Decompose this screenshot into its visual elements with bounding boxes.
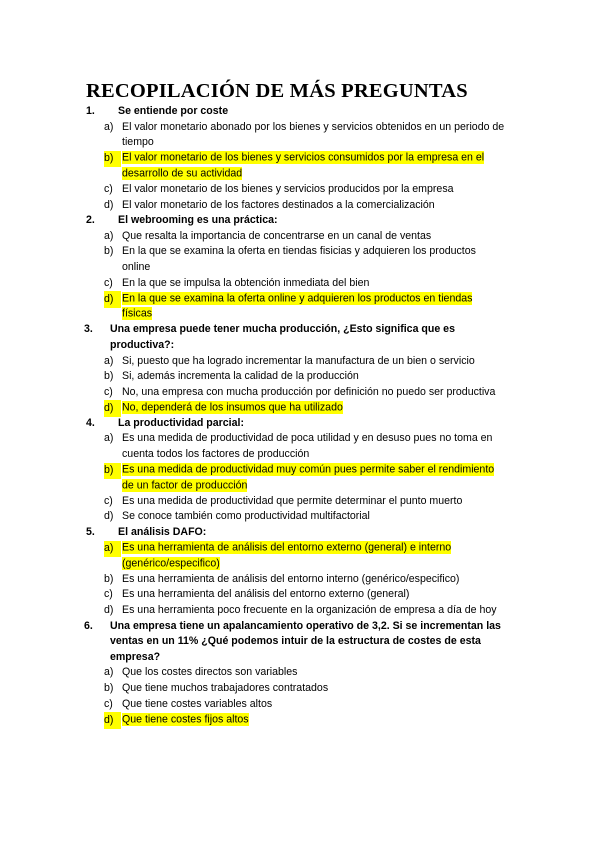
question-number: 2.: [86, 214, 95, 227]
question-statement: Una empresa puede tener mucha producción, ¿Esto significa que es productiva?:: [110, 323, 455, 351]
question-block: [0, 525, 600, 619]
option-text: Es una herramienta de análisis del entorno externo (general) e interno (genérico/especifico): [122, 541, 452, 570]
option-text: Que tiene costes variables altos: [122, 697, 273, 710]
option-letter: d): [104, 604, 114, 616]
question-statement: Una empresa tiene un apalancamiento operativo de 3,2. Si se incrementan las ventas en un 11% ¿Qué podemos intuir de la estructura de costes de esta empresa?: [110, 619, 501, 663]
answer-options: [0, 120, 600, 214]
question-number: 4.: [86, 416, 95, 429]
option-text: Se conoce también como productividad multifactorial: [122, 510, 370, 523]
option-letter: c): [104, 385, 113, 398]
answer-option[interactable]: [0, 229, 600, 245]
answer-option[interactable]: [0, 494, 600, 510]
option-text: Que tiene muchos trabajadores contratados: [122, 681, 329, 694]
option-letter: c): [104, 276, 113, 289]
option-letter: c): [104, 494, 113, 507]
option-letter: b): [104, 572, 114, 585]
option-letter: a): [104, 120, 114, 133]
question-text-row: [0, 416, 600, 432]
option-text: Que tiene costes fijos altos: [122, 713, 249, 726]
answer-option[interactable]: [0, 681, 600, 697]
option-letter: a): [104, 354, 114, 367]
answer-option[interactable]: [0, 182, 600, 198]
option-letter: d): [104, 198, 114, 211]
option-letter: b): [104, 370, 114, 383]
answer-option-highlighted[interactable]: [0, 463, 600, 494]
option-letter: d): [104, 291, 121, 308]
option-text: El valor monetario de los bienes y servicios producidos por la empresa: [122, 182, 454, 195]
option-letter: c): [104, 697, 113, 710]
option-letter: c): [104, 182, 113, 195]
option-letter: b): [104, 245, 114, 258]
question-statement: Se entiende por coste: [118, 105, 229, 117]
option-letter: d): [104, 510, 114, 523]
answer-option[interactable]: [0, 587, 600, 603]
answer-option[interactable]: [0, 198, 600, 214]
question-statement: El webrooming es una práctica:: [118, 214, 278, 227]
answer-option[interactable]: [0, 354, 600, 370]
answer-option[interactable]: [0, 369, 600, 385]
option-letter: a): [104, 666, 114, 679]
answer-option-highlighted[interactable]: [0, 712, 600, 728]
answer-option-highlighted[interactable]: [0, 400, 600, 416]
answer-options: [0, 431, 600, 525]
question-block: [0, 619, 600, 728]
option-letter: d): [104, 712, 121, 729]
option-text: El valor monetario de los factores destinados a la comercialización: [122, 198, 435, 211]
option-letter: b): [104, 151, 121, 168]
option-text: Es una medida de productividad de poca utilidad y en desuso pues no toma en cuenta todos los factores de producción: [122, 432, 493, 461]
answer-option[interactable]: [0, 431, 600, 462]
option-text: No, una empresa con mucha producción por definición no puedo ser productiva: [122, 385, 496, 398]
answer-option[interactable]: [0, 572, 600, 588]
option-text: Es una herramienta de análisis del entorno interno (genérico/especifico): [122, 572, 460, 585]
question-statement: El análisis DAFO:: [118, 526, 207, 539]
option-text: En la que se impulsa la obtención inmediata del bien: [122, 276, 370, 289]
question-text-row: [0, 525, 600, 541]
answer-option[interactable]: [0, 276, 600, 292]
option-text: En la que se examina la oferta online y adquieren los productos en tiendas físicas: [122, 292, 473, 320]
option-letter: d): [104, 400, 121, 417]
question-text-row: [0, 213, 600, 229]
question-block: [0, 213, 600, 322]
answer-option[interactable]: [0, 509, 600, 525]
option-text: Que resalta la importancia de concentrarse en un canal de ventas: [122, 229, 432, 242]
option-letter: a): [104, 432, 114, 445]
option-letter: a): [104, 229, 114, 242]
answer-options: [0, 229, 600, 323]
question-block: [0, 104, 600, 213]
page-title: RECOPILACIÓN DE MÁS PREGUNTAS: [86, 79, 468, 102]
question-number: 3.: [84, 323, 93, 336]
answer-option-highlighted[interactable]: [0, 291, 600, 322]
question-text-row: [0, 322, 600, 353]
question-text-row: [0, 104, 600, 120]
answer-options: [0, 541, 600, 619]
option-letter: b): [104, 463, 121, 480]
answer-option-highlighted[interactable]: [0, 541, 600, 572]
questions-list: [0, 104, 600, 728]
answer-options: [0, 665, 600, 727]
question-number: 1.: [86, 105, 95, 117]
answer-option-highlighted[interactable]: [0, 151, 600, 182]
option-text: En la que se examina la oferta en tiendas fisicias y adquieren los productos online: [122, 245, 476, 273]
option-text: Es una medida de productividad que permite determinar el punto muerto: [122, 494, 463, 507]
answer-option[interactable]: [0, 665, 600, 681]
answer-options: [0, 354, 600, 416]
option-text: Que los costes directos son variables: [122, 666, 298, 679]
option-letter: b): [104, 681, 114, 694]
answer-option[interactable]: [0, 697, 600, 713]
question-block: [0, 322, 600, 416]
option-text: El valor monetario abonado por los bienes y servicios obtenidos en un periodo de tiempo: [122, 120, 505, 149]
option-text: Es una herramienta poco frecuente en la organización de empresa a día de hoy: [122, 604, 497, 616]
question-text-row: [0, 619, 600, 666]
option-text: No, dependerá de los insumos que ha utilizado: [122, 401, 343, 414]
option-letter: c): [104, 588, 113, 601]
option-letter: a): [104, 541, 121, 558]
answer-option[interactable]: [0, 120, 600, 151]
question-number: 6.: [84, 619, 93, 632]
option-text: Si, puesto que ha logrado incrementar la manufactura de un bien o servicio: [122, 354, 475, 367]
option-text: Es una medida de productividad muy común pues permite saber el rendimiento de un factor de producción: [122, 463, 495, 492]
option-text: El valor monetario de los bienes y servicios consumidos por la empresa en el desarrollo de su actividad: [122, 151, 485, 180]
option-text: Es una herramienta del análisis del entorno externo (general): [122, 588, 410, 601]
answer-option[interactable]: [0, 244, 600, 275]
option-text: Si, además incrementa la calidad de la producción: [122, 370, 359, 383]
answer-option[interactable]: [0, 385, 600, 401]
answer-option[interactable]: [0, 603, 600, 619]
question-statement: La productividad parcial:: [118, 416, 244, 429]
question-block: [0, 416, 600, 525]
question-number: 5.: [86, 526, 95, 539]
